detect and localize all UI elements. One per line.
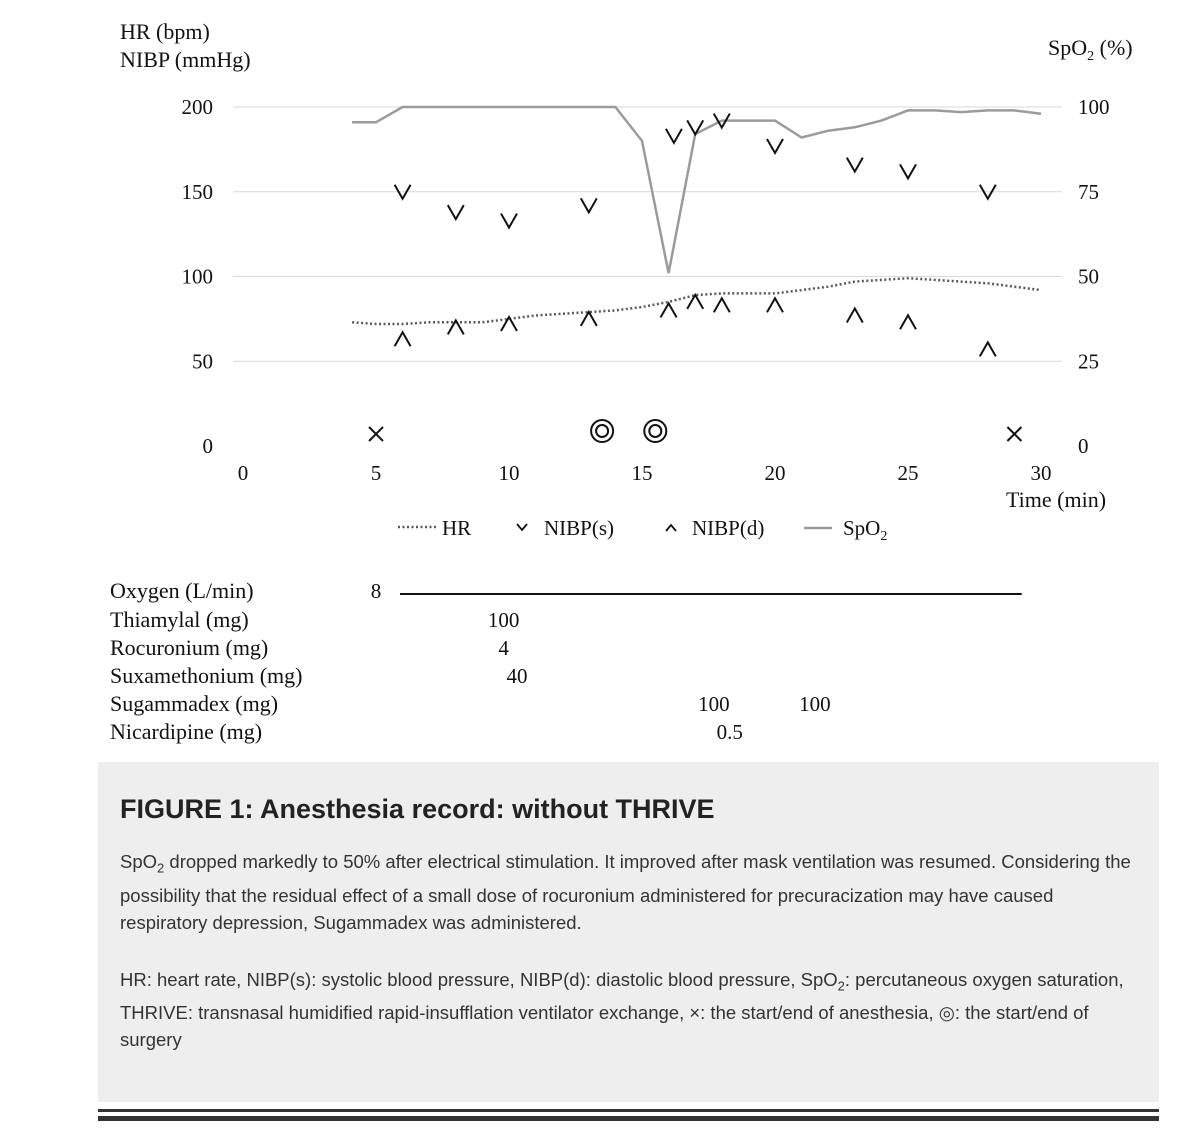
surgery-marker-inner: [649, 425, 661, 437]
drug-dose: 100: [698, 692, 730, 716]
legend-nibp-d-swatch: [666, 525, 676, 531]
drug-dose: 4: [498, 636, 509, 660]
drug-dose: 0.5: [716, 720, 743, 744]
drug-name: Sugammadex (mg): [110, 691, 279, 716]
nibp-systolic-marker: [900, 164, 916, 178]
legend-nibp-s-swatch: [517, 524, 527, 530]
right-tick-label: 0: [1078, 434, 1089, 458]
legend-nibp-s-label: NIBP(s): [544, 516, 615, 540]
nibp-diastolic-marker: [847, 308, 863, 322]
drug-name: Suxamethonium (mg): [110, 663, 303, 688]
nibp-diastolic-marker: [900, 315, 916, 329]
divider-thin: [98, 1109, 1159, 1112]
left-tick-label: 50: [192, 349, 213, 374]
x-tick-label: 20: [764, 461, 786, 485]
x-axis-title: Time (min): [1005, 487, 1107, 512]
right-axis-title-suffix: (%): [1094, 35, 1133, 60]
right-tick-label: 100: [1078, 95, 1110, 119]
drug-dose: 100: [487, 608, 520, 632]
figure-caption: [98, 762, 1159, 1102]
surgery-marker-inner: [596, 425, 608, 437]
legend-hr-label: HR: [442, 516, 472, 540]
drug-name: Nicardipine (mg): [110, 719, 263, 744]
caption-paragraph-2: HR: heart rate, NIBP(s): systolic blood pressure, NIBP(d): diastolic blood pressure, SpO$_2$: percutaneous oxygen saturation, THRIVE: transnasal humidified rapid-insufflation ventilator exchange, ×: the start/end of anesthesia, ◎: the start/end of surgery: [120, 968, 1124, 1051]
left-tick-label: 200: [181, 95, 213, 119]
x-tick-label: 25: [897, 461, 919, 485]
caption-title: FIGURE 1: Anesthesia record: without THRIVE: [120, 794, 715, 824]
x-tick-label: 5: [370, 461, 382, 485]
drug-table: [110, 578, 1022, 744]
x-tick-label: 10: [498, 461, 520, 485]
x-tick-label: 15: [631, 461, 653, 485]
left-axis-title-line1: HR (bpm): [120, 19, 210, 44]
legend-spo2-sub: 2: [880, 529, 888, 544]
legend: [398, 516, 887, 544]
nibp-diastolic-marker: [980, 342, 996, 356]
x-tick-label: 0: [237, 461, 249, 485]
drug-name: Oxygen (L/min): [110, 578, 254, 603]
nibp-systolic-marker: [666, 129, 682, 143]
nibp-systolic-marker: [581, 198, 597, 212]
anesthesia-marker: [1007, 427, 1021, 441]
drug-dose: 100: [799, 692, 831, 716]
right-axis-title: SpO$_2$ (%): [1048, 35, 1133, 64]
surgery-marker-outer: [591, 420, 613, 442]
right-axis-title-sub: 2: [1087, 49, 1095, 64]
legend-nibp-d-label: NIBP(d): [692, 516, 765, 540]
left-tick-label: 0: [202, 434, 213, 458]
nibp-diastolic-marker: [767, 298, 783, 312]
hr-line: [352, 278, 1041, 324]
nibp-systolic-marker: [767, 139, 783, 153]
left-tick-label: 100: [181, 264, 213, 289]
nibp-diastolic-marker: [661, 303, 677, 317]
chart-marks: [352, 107, 1041, 442]
legend-spo2-label: SpO$_2$: [843, 516, 888, 544]
left-tick-label: 150: [181, 179, 213, 204]
caption-paragraph-1: SpO$_2$ dropped markedly to 50% after electrical stimulation. It improved after mask ventilation was resumed. Considering the possibility that the residual effect of a small dose of rocuronium administered for precuracization may have caused respiratory depression, Sugammadex was administered.: [120, 851, 1131, 933]
drug-dose: 8: [370, 579, 382, 603]
right-tick-label: 50: [1078, 264, 1099, 289]
right-tick-label: 75: [1078, 179, 1099, 204]
right-tick-label: 25: [1078, 349, 1099, 374]
anesthesia-marker: [369, 427, 383, 441]
nibp-diastolic-marker: [581, 312, 597, 326]
drug-name: Rocuronium (mg): [110, 635, 269, 660]
nibp-systolic-marker: [501, 214, 517, 228]
nibp-diastolic-marker: [395, 332, 411, 346]
x-tick-label: 30: [1030, 461, 1052, 485]
drug-name: Thiamylal (mg): [110, 607, 249, 632]
nibp-diastolic-marker: [714, 298, 730, 312]
left-axis-title-line2: NIBP (mmHg): [120, 47, 251, 72]
surgery-marker-outer: [644, 420, 666, 442]
nibp-systolic-marker: [448, 205, 464, 219]
divider-thick: [98, 1116, 1159, 1121]
drug-dose: 40: [506, 664, 528, 688]
nibp-systolic-marker: [847, 158, 863, 172]
axes: [120, 19, 1133, 512]
